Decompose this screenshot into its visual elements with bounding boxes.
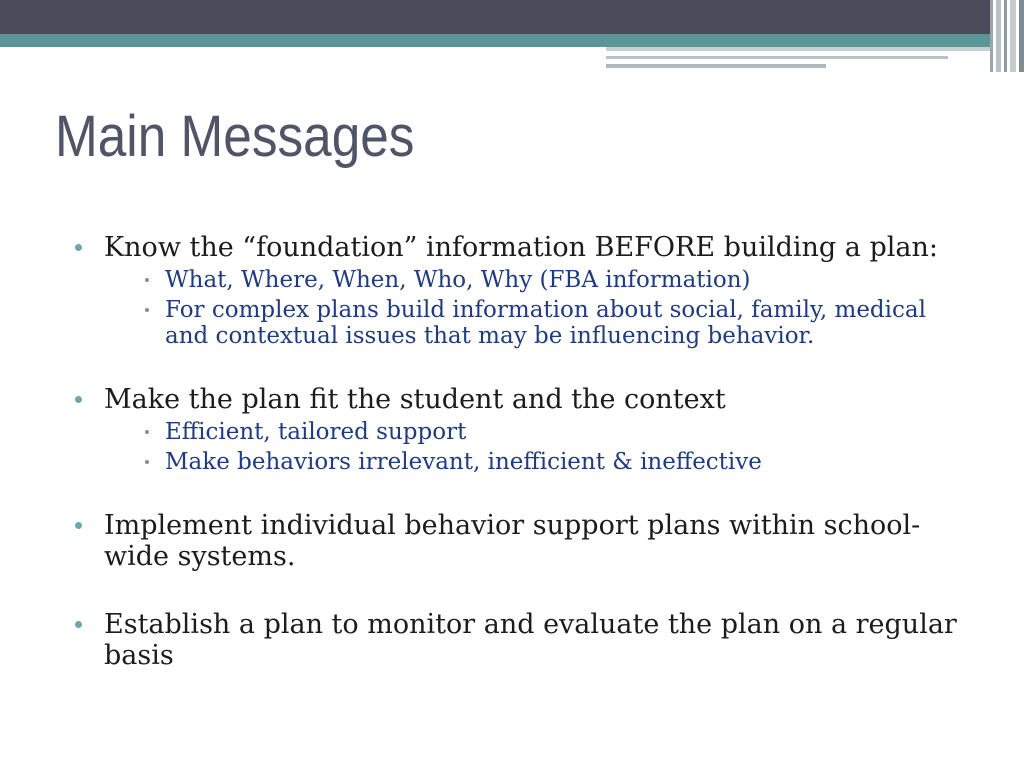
bullet-item — [72, 510, 972, 572]
header-dark-band — [0, 0, 1024, 34]
sub-bullet-marker — [145, 430, 149, 434]
sub-bullet-marker — [145, 278, 149, 282]
sub-bullet-item — [72, 449, 972, 475]
sub-bullet-text: For complex plans build information about social, family, medical — [165, 297, 926, 323]
sub-bullet-item — [72, 297, 972, 349]
corner-stripe — [1019, 0, 1024, 72]
sub-bullet-item — [72, 267, 972, 293]
sub-bullet-text: Efficient, tailored support — [165, 419, 467, 445]
bullet-text: basis — [104, 640, 174, 671]
sub-bullet-marker — [145, 308, 149, 312]
bullet-item — [72, 609, 972, 671]
corner-stripes — [990, 0, 1024, 72]
bullet-text: Implement individual behavior support plans within school- — [104, 510, 921, 541]
header-light-band — [606, 47, 990, 51]
bullet-marker — [75, 522, 82, 529]
corner-stripe — [1010, 0, 1016, 72]
bullet-text: Establish a plan to monitor and evaluate the plan on a regular — [104, 609, 957, 640]
sub-bullet-item — [72, 419, 972, 445]
header-rule-upper — [606, 56, 948, 59]
bullet-marker — [75, 396, 82, 403]
corner-stripe — [1004, 0, 1007, 72]
bullet-text: Make the plan fit the student and the context — [104, 384, 726, 415]
header-teal-band — [0, 34, 1024, 47]
slide-title: Main Messages — [55, 104, 415, 169]
sub-bullet-marker — [145, 460, 149, 464]
bullet-marker — [75, 244, 82, 251]
bullet-item — [72, 384, 972, 475]
corner-stripe — [990, 0, 993, 72]
bullet-item — [72, 232, 972, 349]
bullet-text: Know the “foundation” information BEFORE building a plan: — [104, 232, 938, 263]
bullet-text: wide systems. — [104, 541, 296, 572]
bullet-marker — [75, 621, 82, 628]
header-rule-lower — [606, 64, 826, 68]
sub-bullet-text: What, Where, When, Who, Why (FBA information) — [165, 267, 751, 293]
sub-bullet-text: Make behaviors irrelevant, inefficient & ineffective — [165, 449, 762, 475]
corner-stripe — [996, 0, 1001, 72]
sub-bullet-text: and contextual issues that may be influencing behavior. — [165, 323, 815, 349]
